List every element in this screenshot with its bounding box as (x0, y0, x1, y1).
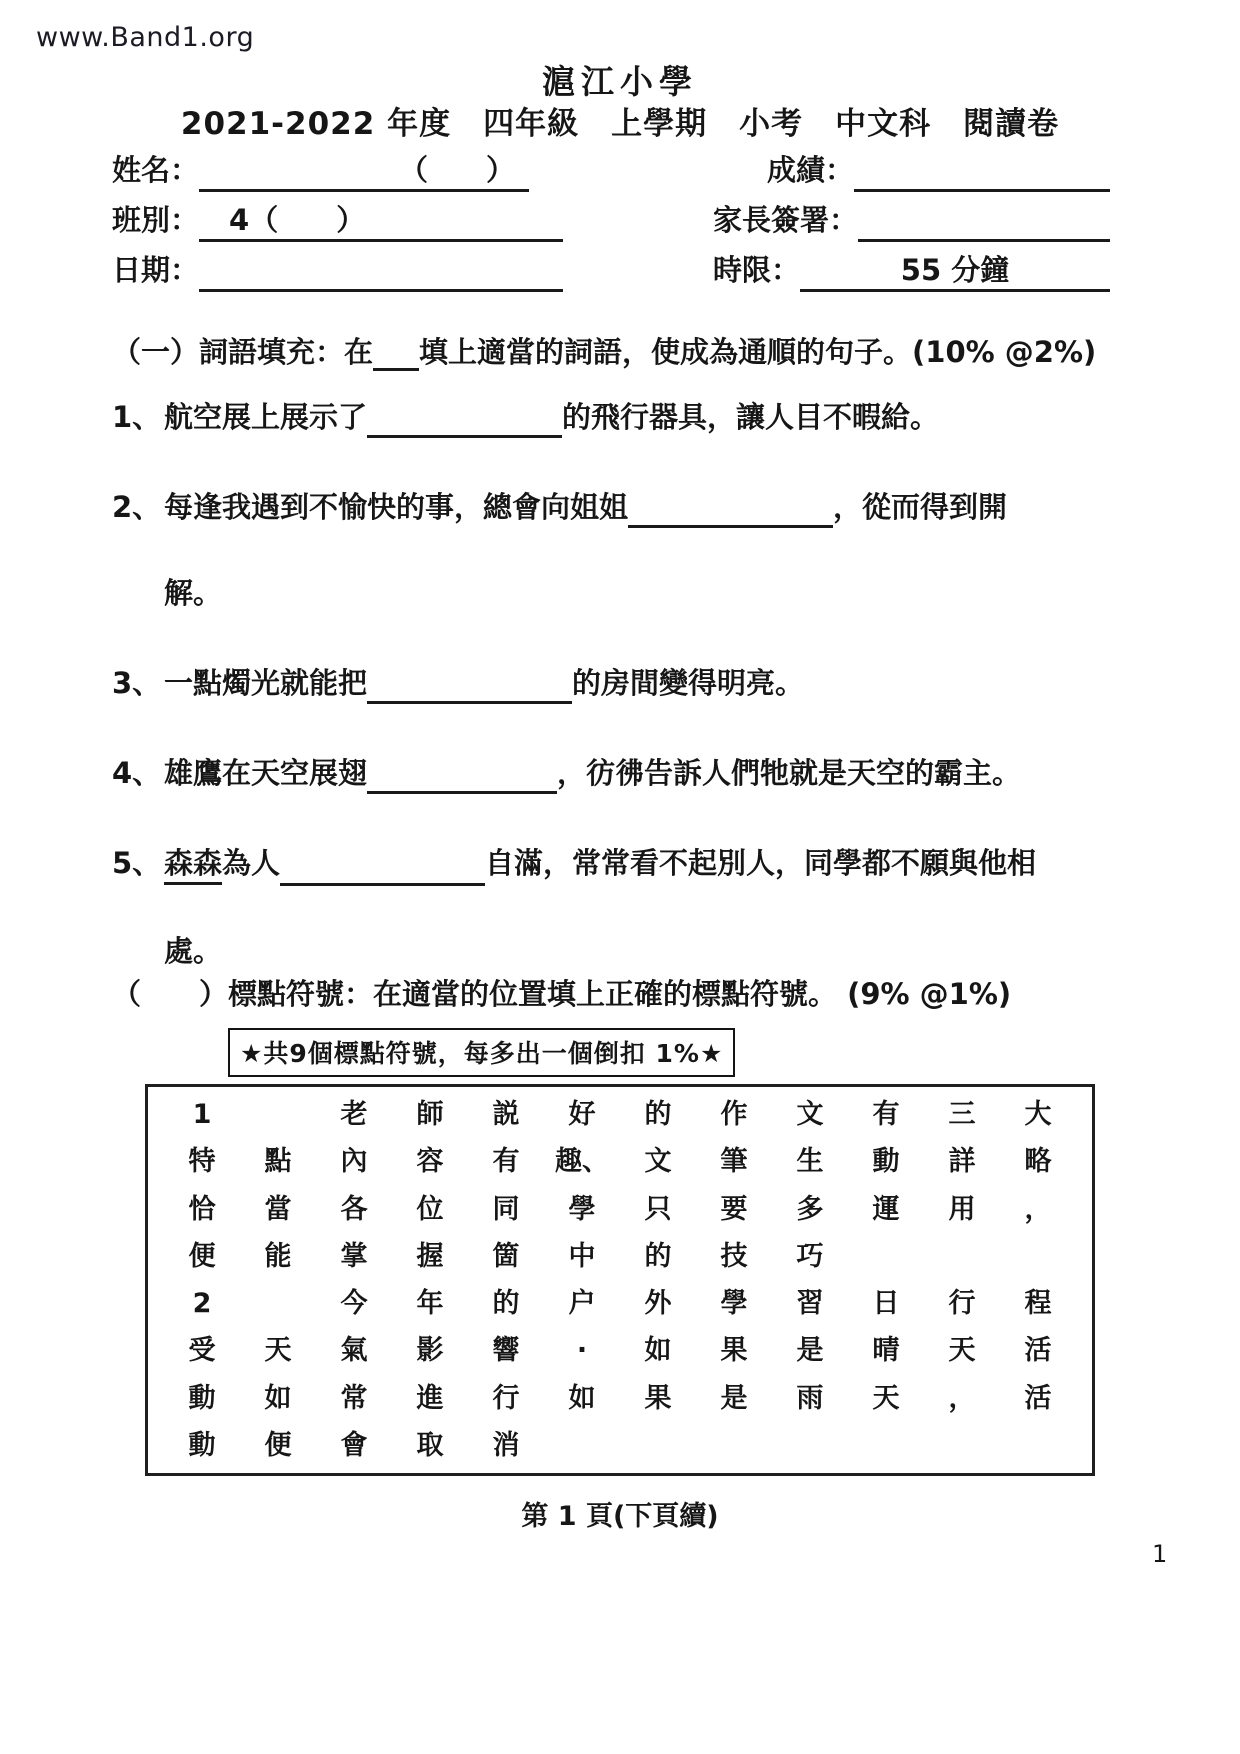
grid-cell: 文 (796, 1099, 824, 1131)
grid-cell: 氣 (340, 1335, 368, 1367)
grid-cell: 晴 (872, 1335, 900, 1367)
grid-cell: 有 (872, 1099, 900, 1131)
grid-cell: · (576, 1335, 588, 1367)
grid-cell: 要 (720, 1193, 748, 1225)
grid-cell: 如 (264, 1382, 292, 1414)
grid-cell: 當 (264, 1193, 292, 1225)
grid-row (164, 1186, 1076, 1233)
grid-cell: 中 (568, 1240, 596, 1272)
grid-cell: 動 (188, 1429, 216, 1461)
grid-cell: 日 (872, 1288, 900, 1320)
question-item (112, 486, 1132, 614)
time-limit-line (800, 248, 1110, 292)
grid-cell: 動 (188, 1382, 216, 1414)
parent-sign-field (644, 198, 1110, 242)
parent-sign-label: 家長簽署： (712, 203, 858, 237)
grid-cell: 大 (1024, 1099, 1052, 1131)
grid-cell: 詳 (948, 1146, 976, 1178)
grid-cell: ， (948, 1382, 976, 1414)
grid-cell: 師 (416, 1099, 444, 1131)
grid-cell: 果 (644, 1382, 672, 1414)
name-label: 姓名： (112, 153, 200, 187)
grid-cell: 取 (416, 1429, 444, 1461)
question-number: 2、 (112, 490, 162, 524)
score-label: 成績： (766, 153, 854, 187)
question-number: 4、 (112, 756, 162, 790)
punctuation-grid (145, 1084, 1095, 1476)
grid-cell: 響 (492, 1335, 520, 1367)
class-value: 4（ ） (229, 203, 366, 237)
grid-cell: 常 (340, 1382, 368, 1414)
grid-cell: 如 (568, 1382, 596, 1414)
grid-cell: 學 (568, 1193, 596, 1225)
grid-cell: 趣、 (555, 1146, 609, 1178)
grid-cell: 今 (340, 1288, 368, 1320)
section1-questions (112, 396, 1132, 1020)
grid-cell: 容 (416, 1146, 444, 1178)
grid-cell: 是 (796, 1335, 824, 1367)
grid-cell: 天 (948, 1335, 976, 1367)
question-text: 為人 (222, 846, 281, 880)
question-text: 自滿，常常看不起別人，同學都不願與他相 (485, 846, 1037, 880)
grid-cell: 點 (264, 1146, 292, 1178)
info-row-1 (112, 146, 1110, 192)
question-text: ，彷彿告訴人們牠就是天空的霸主。 (557, 756, 1022, 790)
grid-cell: 有 (492, 1146, 520, 1178)
question-text: ，從而得到開 (833, 490, 1008, 524)
grid-cell: 便 (188, 1240, 216, 1272)
grid-cell: 運 (872, 1193, 900, 1225)
grid-row (164, 1138, 1076, 1185)
grid-cell: 的 (644, 1240, 672, 1272)
grid-cell: 活 (1024, 1335, 1052, 1367)
grid-cell: 消 (492, 1429, 520, 1461)
grid-cell: 略 (1024, 1146, 1052, 1178)
question-text: 航空展上展示了 (164, 400, 368, 434)
grid-row (164, 1280, 1076, 1327)
grid-cell: 習 (796, 1288, 824, 1320)
grid-cell: 説 (492, 1099, 520, 1131)
class-blank-line (199, 198, 563, 242)
page-footer: 第 1 頁(下頁續) (521, 1501, 719, 1532)
grid-cell: 生 (796, 1146, 824, 1178)
grid-cell: 受 (188, 1335, 216, 1367)
grid-cell: 的 (644, 1099, 672, 1131)
underlined-text: 森森 (164, 846, 222, 885)
date-field (112, 248, 563, 292)
question-text: 的飛行器具，讓人目不暇給。 (562, 400, 940, 434)
grid-cell: 老 (340, 1099, 368, 1131)
time-limit-field (586, 248, 1110, 292)
grid-cell: 天 (872, 1382, 900, 1414)
fill-in-blank (367, 762, 557, 794)
question-text: 雄鷹在天空展翅 (164, 756, 368, 790)
grid-cell: 行 (948, 1288, 976, 1320)
fill-in-blank (367, 406, 562, 438)
fill-in-blank (373, 339, 419, 371)
grid-row (164, 1327, 1076, 1374)
fill-in-blank (628, 496, 833, 528)
info-row-3 (112, 246, 1110, 292)
question-continuation: 處。 (164, 934, 223, 968)
grid-cell: 特 (188, 1146, 216, 1178)
grid-cell: 果 (720, 1335, 748, 1367)
grid-row (164, 1375, 1076, 1422)
question-text: （一）詞語填充：在 (112, 335, 374, 369)
question-item (112, 752, 1132, 794)
punctuation-rule-note: ★共9個標點符號，每多出一個倒扣 1%★ (228, 1028, 735, 1077)
question-text: 每逢我遇到不愉快的事，總會向姐姐 (164, 490, 629, 524)
watermark-url: www.Band1.org (36, 22, 255, 53)
grid-cell: 雨 (796, 1382, 824, 1414)
name-field (112, 148, 529, 192)
date-label: 日期： (112, 253, 200, 287)
grid-cell: 天 (264, 1335, 292, 1367)
section1-heading (112, 330, 1096, 371)
grid-cell: 恰 (188, 1193, 216, 1225)
info-row-2 (112, 196, 1110, 242)
question-item (112, 842, 1132, 972)
grid-cell: 的 (492, 1288, 520, 1320)
class-field (112, 198, 563, 242)
question-number: 5、 (112, 846, 162, 880)
grid-cell: 技 (720, 1240, 748, 1272)
grid-cell: 文 (644, 1146, 672, 1178)
question-number: 3、 (112, 666, 162, 700)
time-limit-value: 55 分鐘 (900, 253, 1010, 287)
grid-cell: 同 (492, 1193, 520, 1225)
grid-cell: 程 (1024, 1288, 1052, 1320)
question-item (112, 396, 1132, 438)
grid-cell: 作 (720, 1099, 748, 1131)
score-field (640, 148, 1110, 192)
question-text: 填上適當的詞語，使成為通順的句子。(10% @2%) (419, 335, 1097, 369)
grid-cell: 如 (644, 1335, 672, 1367)
grid-cell: 1 (192, 1099, 212, 1131)
grid-cell: 會 (340, 1429, 368, 1461)
grid-cell: 好 (568, 1099, 596, 1131)
grid-cell: 多 (796, 1193, 824, 1225)
page-number: 1 (1152, 1540, 1168, 1568)
score-blank-line (854, 148, 1110, 192)
grid-cell: 動 (872, 1146, 900, 1178)
date-blank-line (199, 248, 563, 292)
grid-cell: 能 (264, 1240, 292, 1272)
grid-row (164, 1091, 1076, 1138)
name-blank-line (199, 148, 529, 192)
grid-row (164, 1422, 1076, 1469)
question-text: 的房間變得明亮。 (572, 666, 805, 700)
grid-cell: 掌 (340, 1240, 368, 1272)
grid-cell: 是 (720, 1382, 748, 1414)
grid-cell: 筆 (720, 1146, 748, 1178)
grid-cell: 行 (492, 1382, 520, 1414)
grid-cell: 便 (264, 1429, 292, 1461)
grid-cell: 用 (948, 1193, 976, 1225)
question-text: 一點燭光就能把 (164, 666, 368, 700)
grid-cell: 位 (416, 1193, 444, 1225)
exam-title: 2021-2022 年度 四年級 上學期 小考 中文科 閱讀卷 (180, 106, 1060, 142)
grid-row (164, 1233, 1076, 1280)
grid-cell: 2 (192, 1288, 212, 1320)
grid-cell: 户 (568, 1288, 596, 1320)
grid-cell: 內 (340, 1146, 368, 1178)
grid-cell: 握 (416, 1240, 444, 1272)
grid-cell: 年 (416, 1288, 444, 1320)
grid-cell: 學 (720, 1288, 748, 1320)
question-item (112, 662, 1132, 704)
parent-sign-blank-line (858, 198, 1110, 242)
grid-cell: 影 (416, 1335, 444, 1367)
fill-in-blank (280, 854, 485, 886)
student-info-block (112, 146, 1110, 296)
question-continuation: 解。 (164, 576, 223, 610)
grid-cell: 三 (948, 1099, 976, 1131)
grid-cell: 各 (340, 1193, 368, 1225)
name-paren: （ ） (399, 153, 516, 187)
grid-cell: 只 (644, 1193, 672, 1225)
school-name: 滬江小學 (542, 62, 698, 101)
fill-in-blank (367, 672, 572, 704)
grid-cell: 箇 (492, 1240, 520, 1272)
time-limit-label: 時限： (712, 253, 800, 287)
grid-cell: ， (1024, 1193, 1052, 1225)
grid-cell: 巧 (796, 1240, 824, 1272)
question-number: 1、 (112, 400, 162, 434)
grid-cell: 外 (644, 1288, 672, 1320)
class-label: 班別： (112, 203, 200, 237)
section2-heading: （ ）標點符號：在適當的位置填上正確的標點符號。 (9% @1%) (112, 977, 1012, 1011)
grid-cell: 活 (1024, 1382, 1052, 1414)
grid-cell: 進 (416, 1382, 444, 1414)
